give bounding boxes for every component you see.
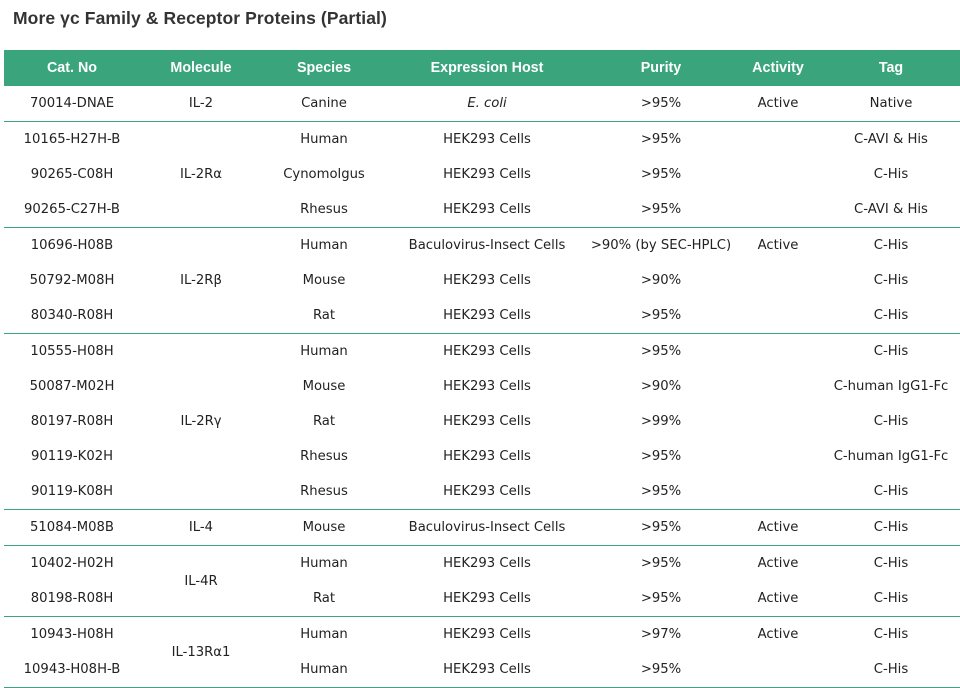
- cell-purity: >95%: [588, 652, 734, 688]
- cell-tag: C-His: [873, 167, 909, 182]
- cell-purity: >95%: [588, 510, 734, 546]
- cell-expression-host: HEK293 Cells: [386, 581, 588, 617]
- header-activity: Activity: [734, 50, 822, 86]
- cell-activity: [734, 298, 822, 334]
- header-tag: Tag: [822, 50, 960, 86]
- cell-species: Canine: [262, 86, 386, 122]
- protein-table: [4, 50, 960, 688]
- cell-activity: Active: [734, 86, 822, 122]
- cell-tag: C-His: [873, 273, 909, 288]
- cell-tag: Native: [822, 86, 960, 122]
- table-row: [4, 546, 960, 582]
- cell-species: Human: [262, 334, 386, 370]
- cell-species: Mouse: [302, 379, 346, 394]
- cell-expression-host: E. coli: [386, 86, 588, 122]
- cell-cat-no: 80197-R08H: [30, 414, 114, 429]
- cell-purity: >95%: [588, 581, 734, 617]
- cell-tag: C-His: [822, 510, 960, 546]
- cell-cat-no: 10943-H08H-B: [4, 652, 140, 688]
- cell-tag: C-AVI & His: [822, 122, 960, 158]
- cell-expression-host: HEK293 Cells: [443, 167, 531, 182]
- cell-tag: C-His: [822, 546, 960, 582]
- cell-expression-host: HEK293 Cells: [386, 652, 588, 688]
- cell-species: Rat: [262, 298, 386, 334]
- table-row: [4, 334, 960, 370]
- cell-molecule: IL-2Rβ: [140, 228, 262, 334]
- cell-cat-no: 90265-C27H-B: [4, 192, 140, 228]
- cell-expression-host: Baculovirus-Insect Cells: [386, 228, 588, 264]
- cell-expression-host: HEK293 Cells: [443, 449, 531, 464]
- cell-species: Rhesus: [262, 474, 386, 510]
- cell-expression-host: HEK293 Cells: [386, 617, 588, 653]
- cell-tag: C-His: [873, 414, 909, 429]
- table-body: [4, 86, 960, 688]
- cell-molecule: IL-2Rγ: [140, 334, 262, 510]
- cell-tag: C-His: [822, 652, 960, 688]
- cell-activity: [734, 652, 822, 688]
- cell-cat-no: 10696-H08B: [4, 228, 140, 264]
- cell-expression-host: HEK293 Cells: [386, 546, 588, 582]
- cell-activity: [734, 157, 822, 192]
- cell-purity: >95%: [588, 122, 734, 158]
- cell-species: Rat: [262, 581, 386, 617]
- cell-purity: >95%: [588, 298, 734, 334]
- cell-purity: >95%: [588, 546, 734, 582]
- cell-tag: C-AVI & His: [822, 192, 960, 228]
- cell-expression-host: HEK293 Cells: [386, 298, 588, 334]
- cell-activity: Active: [734, 581, 822, 617]
- cell-expression-host: HEK293 Cells: [443, 414, 531, 429]
- cell-expression-host: HEK293 Cells: [443, 273, 531, 288]
- cell-expression-host: Baculovirus-Insect Cells: [386, 510, 588, 546]
- cell-activity: [734, 192, 822, 228]
- table-row: [4, 86, 960, 122]
- cell-purity: >95%: [588, 192, 734, 228]
- cell-cat-no: 90119-K02H: [30, 449, 114, 464]
- cell-species: Mouse: [262, 510, 386, 546]
- cell-species: Mouse: [302, 273, 346, 288]
- cell-activity: [734, 439, 822, 474]
- cell-species: Human: [262, 228, 386, 264]
- cell-purity: >95%: [588, 86, 734, 122]
- cell-activity: [734, 474, 822, 510]
- header-molecule: Molecule: [140, 50, 262, 86]
- cell-cat-no: 10402-H02H: [4, 546, 140, 582]
- cell-tag: C-His: [822, 617, 960, 653]
- cell-purity: >90% (by SEC-HPLC): [588, 228, 734, 264]
- cell-activity: [734, 404, 822, 439]
- cell-molecule: IL-4: [140, 510, 262, 546]
- cell-species: Human: [262, 122, 386, 158]
- cell-molecule: IL-4R: [140, 546, 262, 617]
- cell-molecule: IL-13Rα1: [140, 617, 262, 688]
- cell-activity: [734, 369, 822, 404]
- cell-expression-host: HEK293 Cells: [386, 474, 588, 510]
- cell-activity: Active: [734, 510, 822, 546]
- cell-tag: C-His: [822, 298, 960, 334]
- cell-tag: C-His: [822, 474, 960, 510]
- cell-activity: [734, 122, 822, 158]
- table-row: [4, 228, 960, 264]
- page-title: More γc Family & Receptor Proteins (Partial): [13, 8, 387, 28]
- cell-cat-no: 10165-H27H-B: [4, 122, 140, 158]
- cell-cat-no: 80340-R08H: [4, 298, 140, 334]
- cell-purity: >99%: [640, 414, 682, 429]
- cell-cat-no: 70014-DNAE: [4, 86, 140, 122]
- cell-cat-no: 10555-H08H: [4, 334, 140, 370]
- cell-species: Rhesus: [300, 449, 348, 464]
- header-species: Species: [262, 50, 386, 86]
- cell-tag: C-His: [822, 581, 960, 617]
- cell-species: Human: [262, 652, 386, 688]
- table-row: [4, 510, 960, 546]
- cell-expression-host: HEK293 Cells: [386, 122, 588, 158]
- cell-activity: [734, 263, 822, 298]
- cell-cat-no: 51084-M08B: [4, 510, 140, 546]
- header-expression-host: Expression Host: [386, 50, 588, 86]
- table-header: [4, 50, 960, 86]
- cell-activity: Active: [734, 228, 822, 264]
- cell-activity: Active: [734, 546, 822, 582]
- header-row: [4, 50, 960, 86]
- cell-cat-no: 50087-M02H: [29, 379, 115, 394]
- cell-molecule: IL-2Rα: [140, 122, 262, 228]
- table-row: [4, 617, 960, 653]
- cell-purity: >90%: [640, 273, 682, 288]
- cell-purity: >95%: [588, 474, 734, 510]
- cell-cat-no: 50792-M08H: [29, 273, 115, 288]
- cell-tag: C-His: [822, 228, 960, 264]
- cell-species: Rhesus: [262, 192, 386, 228]
- cell-expression-host: HEK293 Cells: [443, 379, 531, 394]
- cell-species: Human: [262, 546, 386, 582]
- cell-purity: >95%: [640, 449, 682, 464]
- cell-tag: C-human IgG1-Fc: [833, 379, 949, 394]
- cell-purity: >95%: [640, 167, 682, 182]
- cell-species: Rat: [312, 414, 336, 429]
- cell-purity: >95%: [588, 334, 734, 370]
- cell-cat-no: 90265-C08H: [30, 167, 114, 182]
- cell-expression-host: HEK293 Cells: [386, 192, 588, 228]
- cell-tag: C-human IgG1-Fc: [833, 449, 949, 464]
- header-purity: Purity: [588, 50, 734, 86]
- cell-species: Cynomolgus: [283, 167, 365, 182]
- cell-activity: Active: [734, 617, 822, 653]
- cell-activity: [734, 334, 822, 370]
- cell-cat-no: 80198-R08H: [4, 581, 140, 617]
- cell-cat-no: 90119-K08H: [4, 474, 140, 510]
- cell-tag: C-His: [822, 334, 960, 370]
- cell-cat-no: 10943-H08H: [4, 617, 140, 653]
- header-cat-no: Cat. No: [4, 50, 140, 86]
- cell-expression-host: HEK293 Cells: [386, 334, 588, 370]
- cell-purity: >97%: [588, 617, 734, 653]
- table-row: [4, 122, 960, 158]
- cell-purity: >90%: [640, 379, 682, 394]
- cell-species: Human: [262, 617, 386, 653]
- cell-molecule: IL-2: [140, 86, 262, 122]
